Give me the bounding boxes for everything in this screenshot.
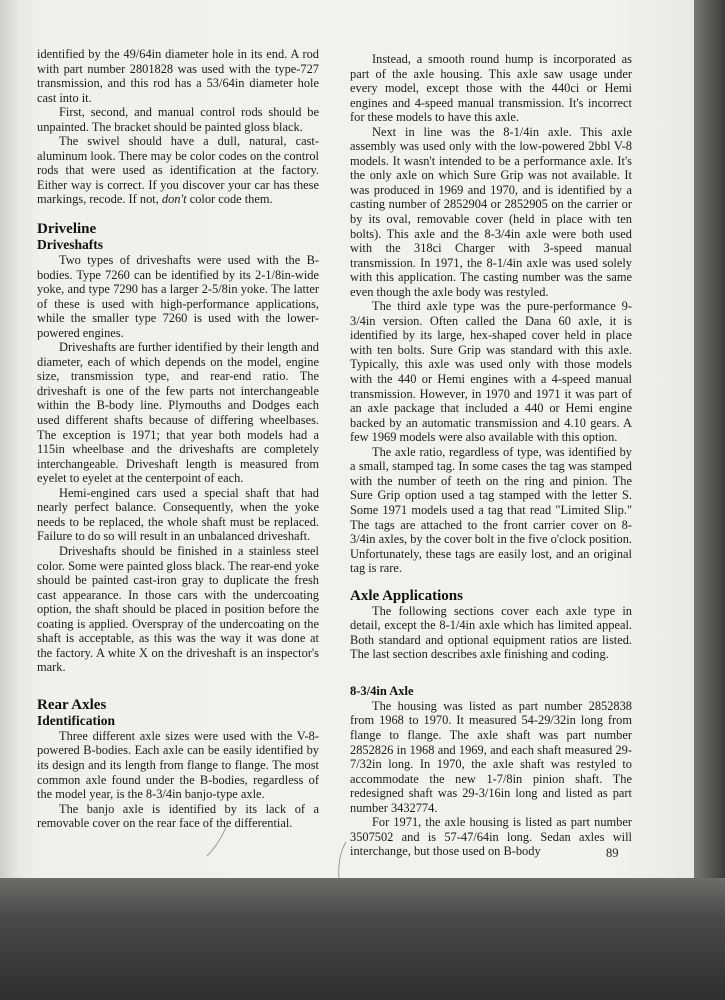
background-surface [0, 878, 725, 1000]
paragraph: The banjo axle is identified by its lack of a removable cover on the rear face of the differential. [37, 801, 319, 831]
paragraph: The following sections cover each axle type in detail, except the 8-1/4in axle which has limited appeal. Both standard and optional equipment ratios are listed. The last section describes axle finishing and coding. [350, 603, 632, 662]
pencil-mark [336, 840, 348, 878]
paragraph: The axle ratio, regardless of type, was identified by a small, stamped tag. In some cases the tag was stamped with the number of teeth on the ring and pinion. The Sure Grip option used a tag stamped with the letter S. Some 1971 models used a tag that read "Limited Slip." The tags are attached to the front carrier cover on 8-3/4in axles, by the cover bolt in the five o'clock position. Unfortunately, these tags are easily lost, and an original tag is rare. [350, 444, 632, 576]
emphasis: don't [161, 192, 187, 207]
right-column [350, 52, 632, 859]
page-number: 89 [606, 846, 619, 860]
heading-axle-applications: Axle Applications [350, 587, 463, 604]
paragraph: The swivel should have a dull, natural, cast-aluminum look. There may be color codes on the control rods that were used as identification at the factory. Either way is correct. If you discover your car has these markings, recode. If not, don't color code them. [37, 134, 319, 207]
pencil-mark [205, 822, 229, 858]
paragraph: The third axle type was the pure-performance 9-3/4in version. Often called the Dana 60 axle, it is identified by its large, hex-shaped cover held in place with ten bolts. Sure Grip was standard with this axle. Typically, this axle was used only with those models with the 440 or Hemi engines with a 4-speed manual transmission. However, in 1970 and 1971 it was part of an axle package that included a 440 or Hemi engine backed by an automatic transmission and 4.10 gears. A few 1969 models were also available with this option. [350, 299, 632, 445]
paragraph: Instead, a smooth round hump is incorporated as part of the axle housing. This axle saw usage under every model, except those with the 440ci or Hemi engines and 4-speed manual transmission. It's incorrect for these models to have this axle. [350, 52, 632, 125]
paragraph: For 1971, the axle housing is listed as part number 3507502 and is 57-47/64in long. Sedan axles will interchange, but those used on B-body [350, 815, 632, 859]
paragraph: identified by the 49/64in diameter hole in its end. A rod with part number 2801828 was used with the type-727 transmission, and this rod has a 53/64in diameter hole cast into it. [37, 47, 319, 105]
paragraph: The housing was listed as part number 2852838 from 1968 to 1970. It measured 54-29/32in long from flange to flange. The axle shaft was part number 2852826 in 1968 and 1969, and each shaft measured 29-7/32in long. In 1970, the axle shaft was restyled to accommodate the new 1-7/8in pinion shaft. The redesigned shaft was 29-3/16in long and listed as part number 3432774. [350, 698, 632, 815]
paragraph: Next in line was the 8-1/4in axle. This axle assembly was used only with the low-powered 2bbl V-8 models. It wasn't intended to be a performance axle. It's the only axle on which Sure Grip was not available. It was produced in 1969 and 1970, and is identified by a casting number of 2852904 or 2852905 on the carrier or by its oval, removable cover (held in place with ten bolts). This axle and the 8-3/4in axle were both used with the 318ci Charger with 3-speed manual transmission. In 1971, the 8-1/4in axle was used solely with this application. The casting number was the same even though the axle body was restyled. [350, 124, 632, 299]
paragraph: Driveshafts are further identified by their length and diameter, each of which depends on the model, engine size, transmission type, and rear-end ratio. The driveshaft is one of the few parts not interchangeable within the B-body line. Plymouths and Dodges each used different shafts because of differing wheelbases. The exception is 1971; that year both models had a 115in wheelbase and the driveshafts are completely interchangeable. Driveshaft length is measured from eyelet to eyelet at the centerpoint of each. [37, 340, 319, 486]
paragraph: First, second, and manual control rods should be unpainted. The bracket should be painted gloss black. [37, 105, 319, 134]
paragraph: Hemi-engined cars used a special shaft that had nearly perfect balance. Consequently, when the yoke needs to be replaced, the whole shaft must be replaced. Failure to do so will result in an unbalanced driveshaft. [37, 485, 319, 544]
paragraph: Two types of driveshafts were used with the B-bodies. Type 7260 can be identified by its 2-1/8in-wide yoke, and type 7290 has a larger 2-5/8in yoke. The latter of these is used with high-performance applications, while the smaller type 7260 is used with the lower-powered engines. [37, 253, 319, 340]
heading-rear-axles: Rear Axles [37, 696, 107, 713]
subheading-8-3-4in-axle: 8-3/4in Axle [350, 683, 414, 698]
subheading-identification: Identification [37, 712, 116, 728]
paragraph: Driveshafts should be finished in a stainless steel color. Some were painted gloss black. The rear-end yoke should be painted cast-iron gray to duplicate the fresh cast appearance. In those cars with the undercoating option, the shaft should be placed in position before the coating is applied. Overspray of the undercoating on the shaft is acceptable, as this was the way it was done at the factory. A white X on the driveshaft is an inspector's mark. [37, 543, 319, 675]
heading-driveline: Driveline [37, 221, 97, 238]
page-edge-shadow [694, 0, 725, 1000]
left-column [37, 47, 319, 831]
paragraph: Three different axle sizes were used with the V-8-powered B-bodies. Each axle can be easily identified by its design and its length from flange to flange. The most common axle found under the B-bodies, regardless of the model year, is the 8-3/4in banjo-type axle. [37, 728, 319, 802]
subheading-driveshafts: Driveshafts [37, 237, 103, 253]
